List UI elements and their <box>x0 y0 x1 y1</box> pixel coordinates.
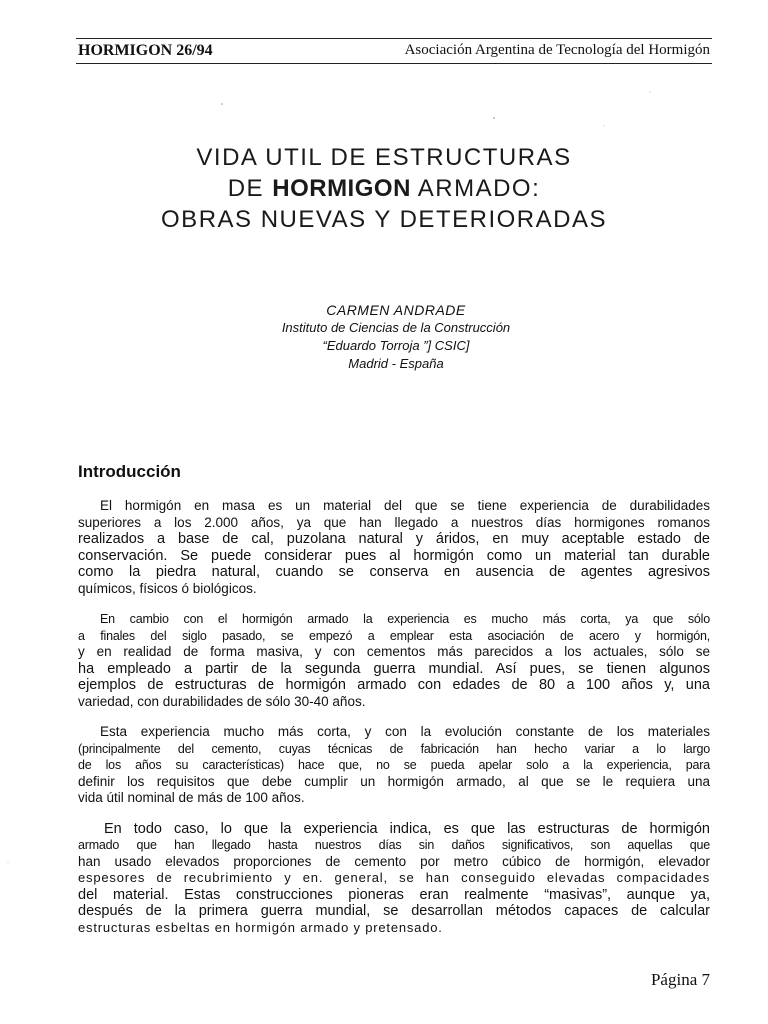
running-header <box>76 38 712 64</box>
text-line: espesores de recubrimiento y en. general, se han conseguido elevadas compacidades <box>78 870 710 885</box>
text-line: Esta experiencia mucho más corta, y con la evolución constante de los materiales <box>100 724 710 739</box>
text-line: En cambio con el hormigón armado la experiencia es mucho más corta, ya que sólo <box>100 612 710 626</box>
text-line: ha empleado a partir de la segunda guerra mundial. Así pues, se tienen algunos <box>78 660 710 677</box>
text-line: realizados a base de cal, puzolana natural y áridos, en muy aceptable estado de <box>78 531 710 547</box>
text-line: del material. Estas construcciones pioneras eran realmente “masivas”, aunque ya, <box>78 886 710 903</box>
text-line: definir los requisitos que debe cumplir un hormigón armado, al que se le requiera una <box>78 773 710 789</box>
author-block <box>0 301 768 373</box>
paragraph-1 <box>78 498 710 597</box>
author-institute: Instituto de Ciencias de la Construcción <box>281 320 511 335</box>
text-line: variedad, con durabilidades de sólo 30-40 años. <box>78 693 366 709</box>
text-line: El hormigón en masa es un material del que se tiene experiencia de durabilidades <box>100 498 710 513</box>
author-location: Madrid - España <box>348 356 444 371</box>
paragraph-3 <box>78 724 710 807</box>
title-line-3: OBRAS NUEVAS Y DETERIORADAS <box>161 206 607 233</box>
title-line-2-strong: HORMIGON <box>272 175 411 202</box>
title-line-2 <box>0 173 768 204</box>
author-name: CARMEN ANDRADE <box>326 302 466 318</box>
body-text <box>78 498 710 950</box>
author-center: “Eduardo Torroja ”] CSIC] <box>322 338 470 353</box>
paragraph-2 <box>78 611 710 710</box>
text-line: vida útil nominal de más de 100 años. <box>78 790 305 805</box>
text-line: químicos, físicos ó biológicos. <box>78 580 257 596</box>
text-line: superiores a los 2.000 años, ya que han llegado a nuestros días hormigones romanos <box>78 514 710 530</box>
title-line-1: VIDA UTIL DE ESTRUCTURAS <box>196 144 572 171</box>
title-line-2-post: ARMADO: <box>417 175 541 202</box>
publisher-name: Asociación Argentina de Tecnología del Hormigón <box>404 42 710 58</box>
text-line: estructuras esbeltas en hormigón armado y pretensado. <box>78 919 443 935</box>
text-line: ejemplos de estructuras de hormigón armado con edades de 80 a 100 años y, una <box>78 677 710 693</box>
article-title <box>0 142 768 235</box>
text-line: En todo caso, lo que la experiencia indica, es que las estructuras de hormigón <box>104 820 710 837</box>
text-line: han usado elevados proporciones de cemento por metro cúbico de hormigón, elevador <box>78 853 710 869</box>
text-line: de los años su características) hace que, no se pueda apelar solo a la experiencia, para <box>78 758 710 772</box>
text-line: armado que han llegado hasta nuestros días sin daños significativos, son aquellas que <box>78 838 710 852</box>
journal-issue: HORMIGON 26/94 <box>78 42 213 59</box>
text-line: a finales del siglo pasado, se empezó a emplear esta asociación de acero y hormigón, <box>78 628 710 643</box>
text-line: después de la primera guerra mundial, se desarrollan métodos capaces de calcular <box>78 903 710 919</box>
text-line: y en realidad de forma masiva, y con cementos más parecidos a los actuales, sólo se <box>78 644 710 659</box>
section-heading: Introducción <box>78 462 181 481</box>
text-line: como la piedra natural, cuando se conserva en ausencia de agentes agresivos <box>78 564 710 580</box>
title-line-2-pre: DE <box>227 175 265 202</box>
paragraph-4 <box>78 821 710 937</box>
text-line: (principalmente del cemento, cuyas técnicas de fabricación han hecho variar a lo largo <box>78 741 710 756</box>
text-line: conservación. Se puede considerar pues al hormigón como un material tan durable <box>78 547 710 564</box>
page-number: Página 7 <box>650 970 710 989</box>
